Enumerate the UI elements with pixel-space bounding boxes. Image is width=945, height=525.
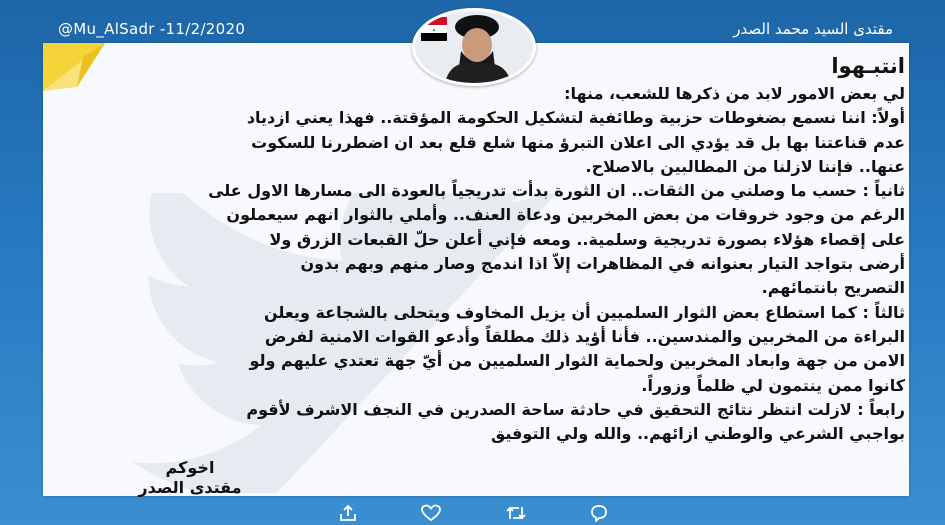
statement-line: الامن من جهة وابعاد المخربين ولحماية الثوار السلميين من أيّ جهة تعتدي عليهم ولو	[249, 351, 905, 371]
signature	[130, 458, 250, 498]
signature-name: مقتدى الصدر	[138, 478, 242, 497]
retweet-icon[interactable]	[505, 504, 527, 522]
statement-line: عنها.. فإننا لازلنا من المطالبين بالاصلاح.	[585, 156, 905, 176]
tweet-handle-date[interactable]: @Mu_AlSadr -11/2/2020	[58, 20, 246, 38]
statement-text	[49, 52, 905, 446]
statement-line: أرضى بتواجد التيار بعنوانه في المظاهرات إلاّ اذا اندمج وصار منهم وبهم بدون	[300, 254, 905, 274]
statement-title: انتبـهوا	[831, 54, 905, 78]
statement-line: كانوا ممن ينتمون لي ظلماً وزوراً.	[641, 375, 905, 395]
svg-text:✦: ✦	[431, 28, 437, 34]
statement-line: على إقصاء هؤلاء بصورة تدريجية وسلمية.. ومعه فإني أعلن حلّ القبعات الزرق ولا	[269, 229, 905, 249]
statement-line: لي بعض الامور لابد من ذكرها للشعب، منها:	[564, 84, 905, 103]
statement-line: ثالثاً : كما استطاع بعض الثوار السلميين أن يزيل المخاوف ويتحلى بالشجاعة ويعلن	[263, 302, 905, 322]
statement-line: البراءة من المخربين والمندسين.. فأنا أؤيد ذلك مطلقاً وأدعو القوات الامنية لفرض	[264, 326, 905, 346]
statement-line: التصريح بانتمائهم.	[761, 278, 905, 298]
statement-line: الرغم من وجود خروقات من بعض المخربين ودعاة العنف.. وأملي بالثوار انهم سيعملون	[226, 205, 905, 225]
statement-line: بواجبي الشرعي والوطني ازائهم.. والله ولي التوفيق	[490, 424, 905, 444]
reply-icon[interactable]	[588, 504, 610, 522]
heart-icon[interactable]	[420, 504, 442, 522]
signature-greeting: اخوكم	[165, 458, 215, 477]
share-icon[interactable]	[337, 504, 359, 522]
author-name[interactable]: مقتدى السيد محمد الصدر	[733, 20, 893, 38]
statement-line: أولاً: اننا نسمع بضغوطات حزبية وطائفية لتشكيل الحكومة المؤقتة.. فهذا يعني ازدياد	[246, 108, 905, 128]
statement-line: ثانياً : حسب ما وصلني من الثقات.. ان الثورة بدأت تدريجياً بالعودة الى مسارها الاول على	[208, 181, 905, 201]
statement-body	[49, 82, 905, 446]
statement-line: رابعاً : لازلت انتظر نتائج التحقيق في حادثة ساحة الصدرين في النجف الاشرف لأقوم	[246, 399, 905, 419]
tweet-actions	[0, 500, 945, 525]
statement-line: عدم قناعتنا بها بل قد يؤدي الى اعلان التبرؤ منها شلع قلع بعد ان اضطررنا للسكوت	[251, 132, 905, 152]
